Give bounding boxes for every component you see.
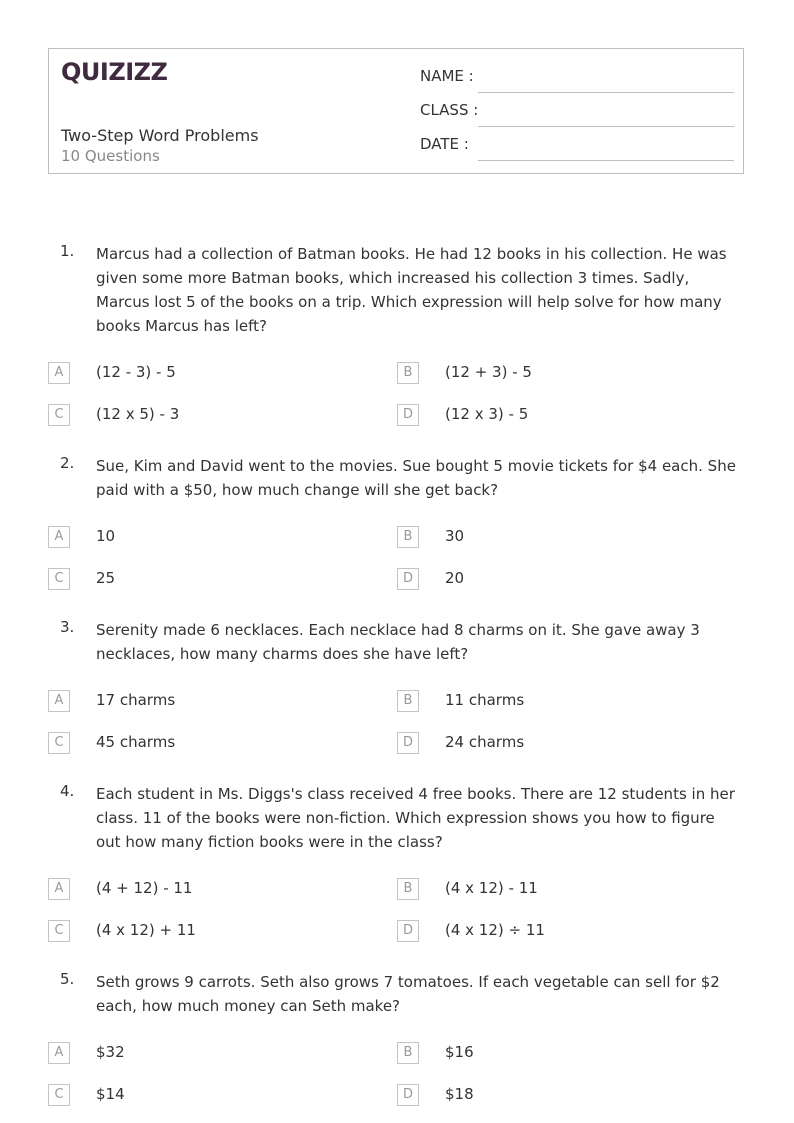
option-text: 25 [96, 569, 116, 587]
class-line [478, 126, 734, 127]
option-letter: A [48, 878, 70, 900]
option-letter: A [48, 362, 70, 384]
option-text: (4 x 12) ÷ 11 [445, 921, 545, 939]
option-text: (12 x 3) - 5 [445, 405, 529, 423]
option-text: 11 charms [445, 691, 525, 709]
question-text: Each student in Ms. Diggs's class received 4 free books. There are 12 students in her class. 11 of the books were non-fiction. Which expression shows you how to figure out how many fiction books were in the class? [96, 785, 735, 851]
option-letter: A [48, 526, 70, 548]
question-text: Sue, Kim and David went to the movies. Sue bought 5 movie tickets for $4 each. She paid with a $50, how much change will she get back? [96, 457, 736, 499]
option-letter: D [397, 1084, 419, 1106]
class-label: CLASS : [420, 101, 479, 119]
option-text: (12 x 5) - 3 [96, 405, 180, 423]
option-text: 20 [445, 569, 465, 587]
date-line [478, 160, 734, 161]
question-number: 4. [60, 782, 75, 800]
option-text: $16 [445, 1043, 474, 1061]
option-text: 24 charms [445, 733, 525, 751]
option-text: (4 + 12) - 11 [96, 879, 193, 897]
option-text: 10 [96, 527, 116, 545]
option-text: (4 x 12) + 11 [96, 921, 196, 939]
option-letter: B [397, 362, 419, 384]
option-text: 17 charms [96, 691, 176, 709]
option-letter: C [48, 732, 70, 754]
worksheet-header [48, 48, 744, 174]
option-text: (4 x 12) - 11 [445, 879, 538, 897]
option-letter: C [48, 568, 70, 590]
question-text: Serenity made 6 necklaces. Each necklace had 8 charms on it. She gave away 3 necklaces, how many charms does she have left? [96, 621, 700, 663]
option-text: (12 - 3) - 5 [96, 363, 176, 381]
quizizz-logo: QUIZIZZ [61, 58, 168, 86]
option-letter: D [397, 920, 419, 942]
option-letter: B [397, 1042, 419, 1064]
option-letter: A [48, 1042, 70, 1064]
option-text: 30 [445, 527, 465, 545]
question-number: 3. [60, 618, 75, 636]
name-field [420, 67, 734, 93]
question-number: 2. [60, 454, 75, 472]
worksheet-title: Two-Step Word Problems [61, 126, 259, 145]
question-number: 1. [60, 242, 75, 260]
option-letter: D [397, 404, 419, 426]
option-text: $18 [445, 1085, 474, 1103]
option-letter: C [48, 920, 70, 942]
question-text: Marcus had a collection of Batman books. He had 12 books in his collection. He was given some more Batman books, which increased his collection 3 times. Sadly, Marcus lost 5 of the books on a trip. Which expression will help solve for how many books Marcus has left? [96, 245, 727, 335]
option-text: (12 + 3) - 5 [445, 363, 532, 381]
option-letter: D [397, 568, 419, 590]
date-label: DATE : [420, 135, 469, 153]
question-text: Seth grows 9 carrots. Seth also grows 7 tomatoes. If each vegetable can sell for $2 each, how much money can Seth make? [96, 973, 720, 1015]
class-field [420, 101, 734, 127]
option-text: $14 [96, 1085, 125, 1103]
option-letter: A [48, 690, 70, 712]
option-text: $32 [96, 1043, 125, 1061]
option-letter: C [48, 404, 70, 426]
name-line [478, 92, 734, 93]
option-letter: B [397, 690, 419, 712]
date-field [420, 135, 734, 161]
question-number: 5. [60, 970, 75, 988]
name-label: NAME : [420, 67, 474, 85]
option-letter: B [397, 526, 419, 548]
question-count: 10 Questions [61, 147, 160, 165]
option-letter: D [397, 732, 419, 754]
option-letter: C [48, 1084, 70, 1106]
option-text: 45 charms [96, 733, 176, 751]
option-letter: B [397, 878, 419, 900]
